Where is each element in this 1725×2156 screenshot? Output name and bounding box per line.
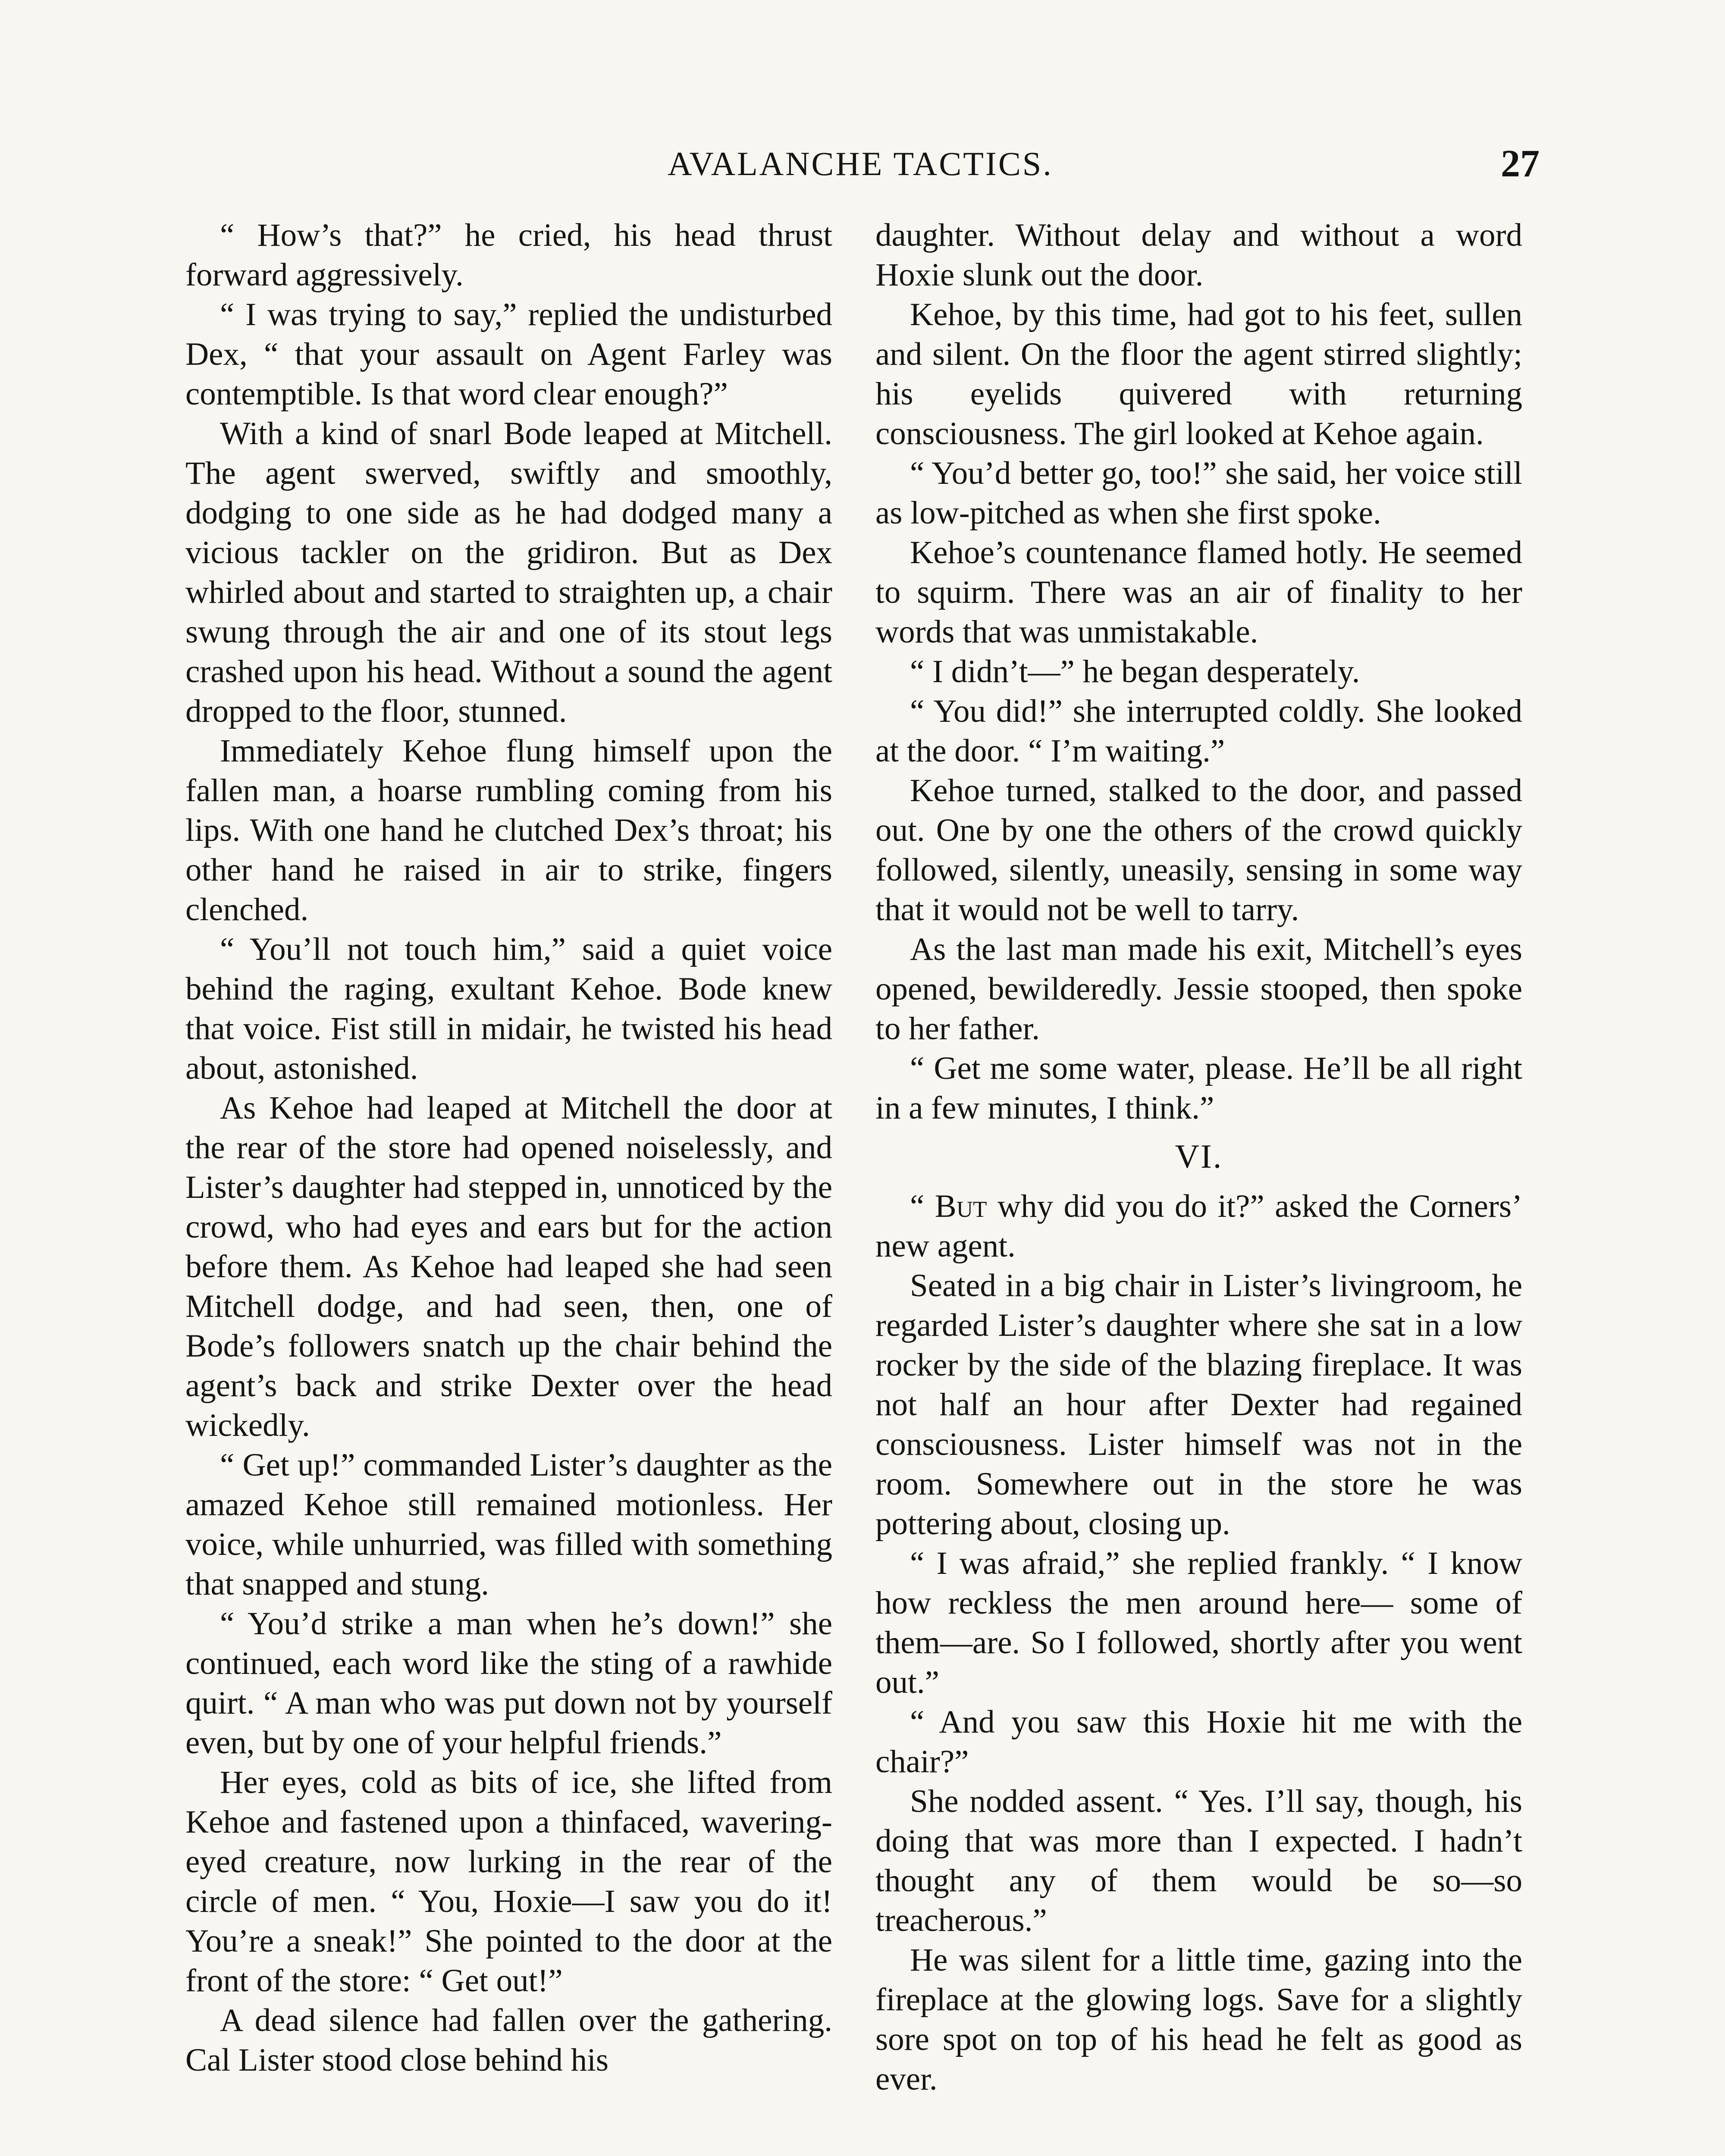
paragraph: “ I didn’t—” he began desperately. (910, 654, 1360, 689)
right-column (875, 216, 1522, 2099)
paragraph: Her eyes, cold as bits of ice, she lifted from Kehoe and fastened upon a thinfaced, wavering-eyed creature, now lurking in the rear of the circle of men. “ You, Hoxie—I saw you do it! You’re a sneak!” She pointed to the door at the front of the store: “ Get out!” (185, 1764, 832, 1999)
paragraph: With a kind of snarl Bode leaped at Mitchell. The agent swerved, swiftly and smoothly, dodging to one side as he had dodged many a vicious tackler on the gridiron. But as Dex whirled about and started to straighten up, a chair swung through the air and one of its stout legs crashed upon his head. Without a sound the agent dropped to the floor, stunned. (185, 416, 832, 729)
paragraph: As the last man made his exit, Mitchell’s eyes opened, bewilderedly. Jessie stooped, then spoke to her father. (875, 931, 1522, 1047)
paragraph: “ You’ll not touch him,” said a quiet voice behind the raging, exultant Kehoe. Bode knew that voice. Fist still in midair, he twisted his head about, astonished. (185, 931, 832, 1086)
page-number: 27 (1501, 142, 1540, 185)
paragraph: “ I was trying to say,” replied the undisturbed Dex, “ that your assault on Agent Farley was contemptible. Is that word clear enough?” (185, 297, 832, 412)
paragraph: Kehoe’s countenance flamed hotly. He seemed to squirm. There was an air of finality to her words that was unmistakable. (875, 535, 1522, 650)
small-caps-lead: But (935, 1188, 987, 1224)
paragraph: He was silent for a little time, gazing into the fireplace at the glowing logs. Save for a slightly sore spot on top of his head he felt as good as ever. (875, 1942, 1522, 2097)
paragraph: “ Get me some water, please. He’ll be all right in a few minutes, I think.” (875, 1050, 1522, 1126)
paragraph: She nodded assent. “ Yes. I’ll say, though, his doing that was more than I expected. I hadn’t thought any of them would be so—so treacherous.” (875, 1783, 1522, 1938)
paragraph: “ How’s that?” he cried, his head thrust forward aggressively. (185, 217, 832, 293)
paragraph: As Kehoe had leaped at Mitchell the door at the rear of the store had opened noiselessly, and Lister’s daughter had stepped in, unnoticed by the crowd, who had eyes and ears but for the action before them. As Kehoe had leaped she had seen Mitchell dodge, and had seen, then, one of Bode’s followers snatch up the chair behind the agent’s back and strike Dexter over the head wickedly. (185, 1090, 832, 1443)
opening-quote: “ (910, 1188, 935, 1224)
paragraph-continued: daughter. Without delay and without a word Hoxie slunk out the door. (875, 217, 1522, 293)
section-heading: VI. (1175, 1138, 1223, 1175)
paragraph: Seated in a big chair in Lister’s livingroom, he regarded Lister’s daughter where she sat in a low rocker by the side of the blazing fireplace. It was not half an hour after Dexter had regained consciousness. Lister himself was not in the room. Somewhere out in the store he was pottering about, closing up. (875, 1268, 1522, 1542)
paragraph: Kehoe turned, stalked to the door, and passed out. One by one the others of the crowd quickly followed, silently, uneasily, sensing in some way that it would not be well to tarry. (875, 773, 1522, 928)
paragraph: “ You did!” she interrupted coldly. She looked at the door. “ I’m waiting.” (875, 693, 1522, 769)
section-first-paragraph (875, 1187, 1522, 1266)
paragraph: “ You’d better go, too!” she said, her voice still as low-pitched as when she first spoke. (875, 455, 1522, 531)
paragraph-text: why did you do it?” asked the Corners’ new agent. (875, 1188, 1522, 1264)
running-header (181, 138, 1540, 190)
paragraph: “ And you saw this Hoxie hit me with the chair?” (875, 1704, 1522, 1780)
paragraph: Kehoe, by this time, had got to his feet, sullen and silent. On the floor the agent stirred slightly; his eyelids quivered with returning consciousness. The girl looked at Kehoe again. (875, 297, 1522, 451)
running-title: AVALANCHE TACTICS. (668, 145, 1053, 182)
paragraph: “ Get up!” commanded Lister’s daughter as the amazed Kehoe still remained motionless. Her voice, while unhurried, was filled with something that snapped and stung. (185, 1447, 832, 1602)
paragraph: A dead silence had fallen over the gathering. Cal Lister stood close behind his (185, 2002, 832, 2078)
paragraph: Immediately Kehoe flung himself upon the fallen man, a hoarse rumbling coming from his lips. With one hand he clutched Dex’s throat; his other hand he raised in air to strike, fingers clenched. (185, 733, 832, 928)
paragraph: “ I was afraid,” she replied frankly. “ I know how reckless the men around here— some of them—are. So I followed, shortly after you went out.” (875, 1545, 1522, 1700)
paragraph: “ You’d strike a man when he’s down!” she continued, each word like the sting of a rawhide quirt. “ A man who was put down not by yourself even, but by one of your helpful friends.” (185, 1606, 832, 1761)
left-column (185, 216, 832, 2080)
